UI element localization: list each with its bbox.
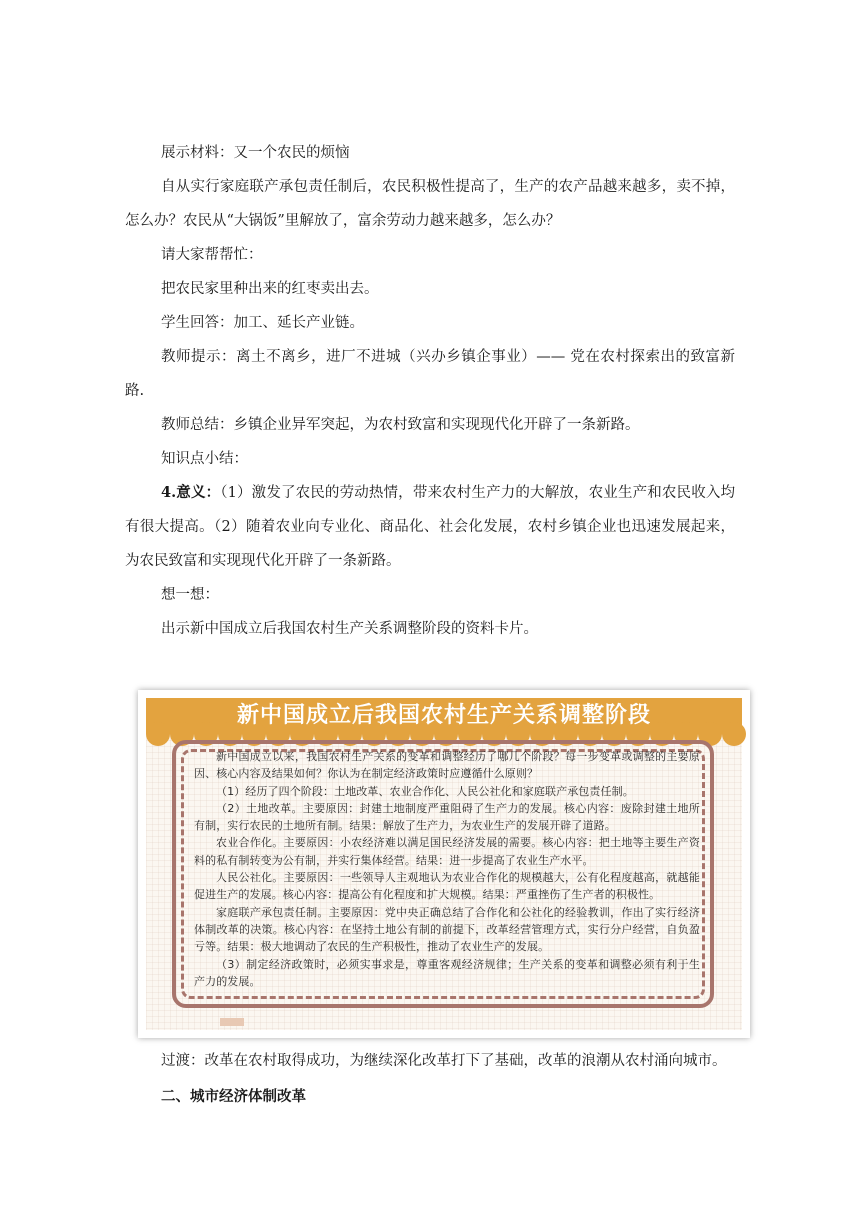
paragraph-material: 展示材料：又一个农民的烦恼	[161, 145, 350, 161]
card-line-intro: 新中国成立以来，我国农村生产关系的变革和调整经历了哪几个阶段？每一步变革或调整的主要原因、核心内容及结果如何？你认为在制定经济政策时应遵循什么原则？	[194, 750, 700, 781]
significance-label: 4.意义：	[161, 484, 221, 501]
paragraph-significance	[125, 476, 735, 578]
info-card-figure	[138, 690, 750, 1038]
paragraph-transition: 过渡：改革在农村取得成功，为继续深化改革打下了基础，改革的浪潮从农村涌向城市。	[161, 1053, 727, 1069]
paragraph-task: 把农民家里种出来的红枣卖出去。	[161, 281, 379, 297]
significance-body: （1）激发了农民的劳动热情，带来农村生产力的大解放，农业生产和农民收入均有很大提高。（2）随着农业向专业化、商品化、社会化发展，农村乡镇企业也迅速发展起来，为农民致富和实现现代化开辟了一条新路。	[125, 485, 735, 569]
card-line-stages: （1）经历了四个阶段：土地改革、农业合作化、人民公社化和家庭联产承包责任制。	[216, 784, 634, 798]
paragraph-teacher-summary: 教师总结：乡镇企业异军突起，为农村致富和实现现代化开辟了一条新路。	[161, 417, 640, 433]
card-title: 新中国成立后我国农村生产关系调整阶段	[236, 703, 651, 728]
paragraph-student-answer: 学生回答：加工、延长产业链。	[161, 315, 364, 331]
paragraph-think: 想一想：	[161, 587, 219, 603]
card-line-commune: 人民公社化。主要原因：一些领导人主观地认为农业合作化的规模越大，公有化程度越高，就越能促进生产的发展。核心内容：提高公有化程度和扩大规模。结果：严重挫伤了生产者的积极性。	[194, 871, 700, 902]
card-line-cooperation: 农业合作化。主要原因：小农经济难以满足国民经济发展的需要。核心内容：把土地等主要生产资料的私有制转变为公有制，并实行集体经营。结果：进一步提高了农业生产水平。	[194, 836, 700, 867]
paragraph-help: 请大家帮帮忙：	[161, 247, 263, 263]
card-body	[194, 748, 700, 990]
card-line-household-contract: 家庭联产承包责任制。主要原因：党中央正确总结了合作化和公社化的经验教训，作出了实行经济体制改革的决策。核心内容：在坚持土地公有制的前提下，改革经营管理方式，实行分户经营，自负盈亏等。结果：极大地调动了农民的生产积极性，推动了农业生产的发展。	[194, 905, 700, 954]
card-line-land-reform: （2）土地改革。主要原因：封建土地制度严重阻碍了生产力的发展。核心内容：废除封建土地所有制，实行农民的土地所有制。结果：解放了生产力，为农业生产的发展开辟了道路。	[194, 801, 700, 833]
card-tab	[220, 1018, 244, 1026]
paragraph-show-card: 出示新中国成立后我国农村生产关系调整阶段的资料卡片。	[161, 621, 538, 637]
card-line-principle: （3）制定经济政策时，必须实事求是，尊重客观经济规律；生产关系的变革和调整必须有利于生产力的发展。	[194, 957, 700, 988]
paragraph-knowledge-summary: 知识点小结：	[161, 451, 248, 467]
paragraph-teacher-hint: 教师提示：离土不离乡，进厂不进城（兴办乡镇企事业）—— 党在农村探索出的致富新路.	[125, 349, 735, 399]
paragraph-problem: 自从实行家庭联产承包责任制后，农民积极性提高了，生产的农产品越来越多，卖不掉，怎么办？农民从“大锅饭”里解放了，富余劳动力越来越多，怎么办？	[125, 179, 735, 229]
section-heading: 二、城市经济体制改革	[161, 1088, 306, 1105]
